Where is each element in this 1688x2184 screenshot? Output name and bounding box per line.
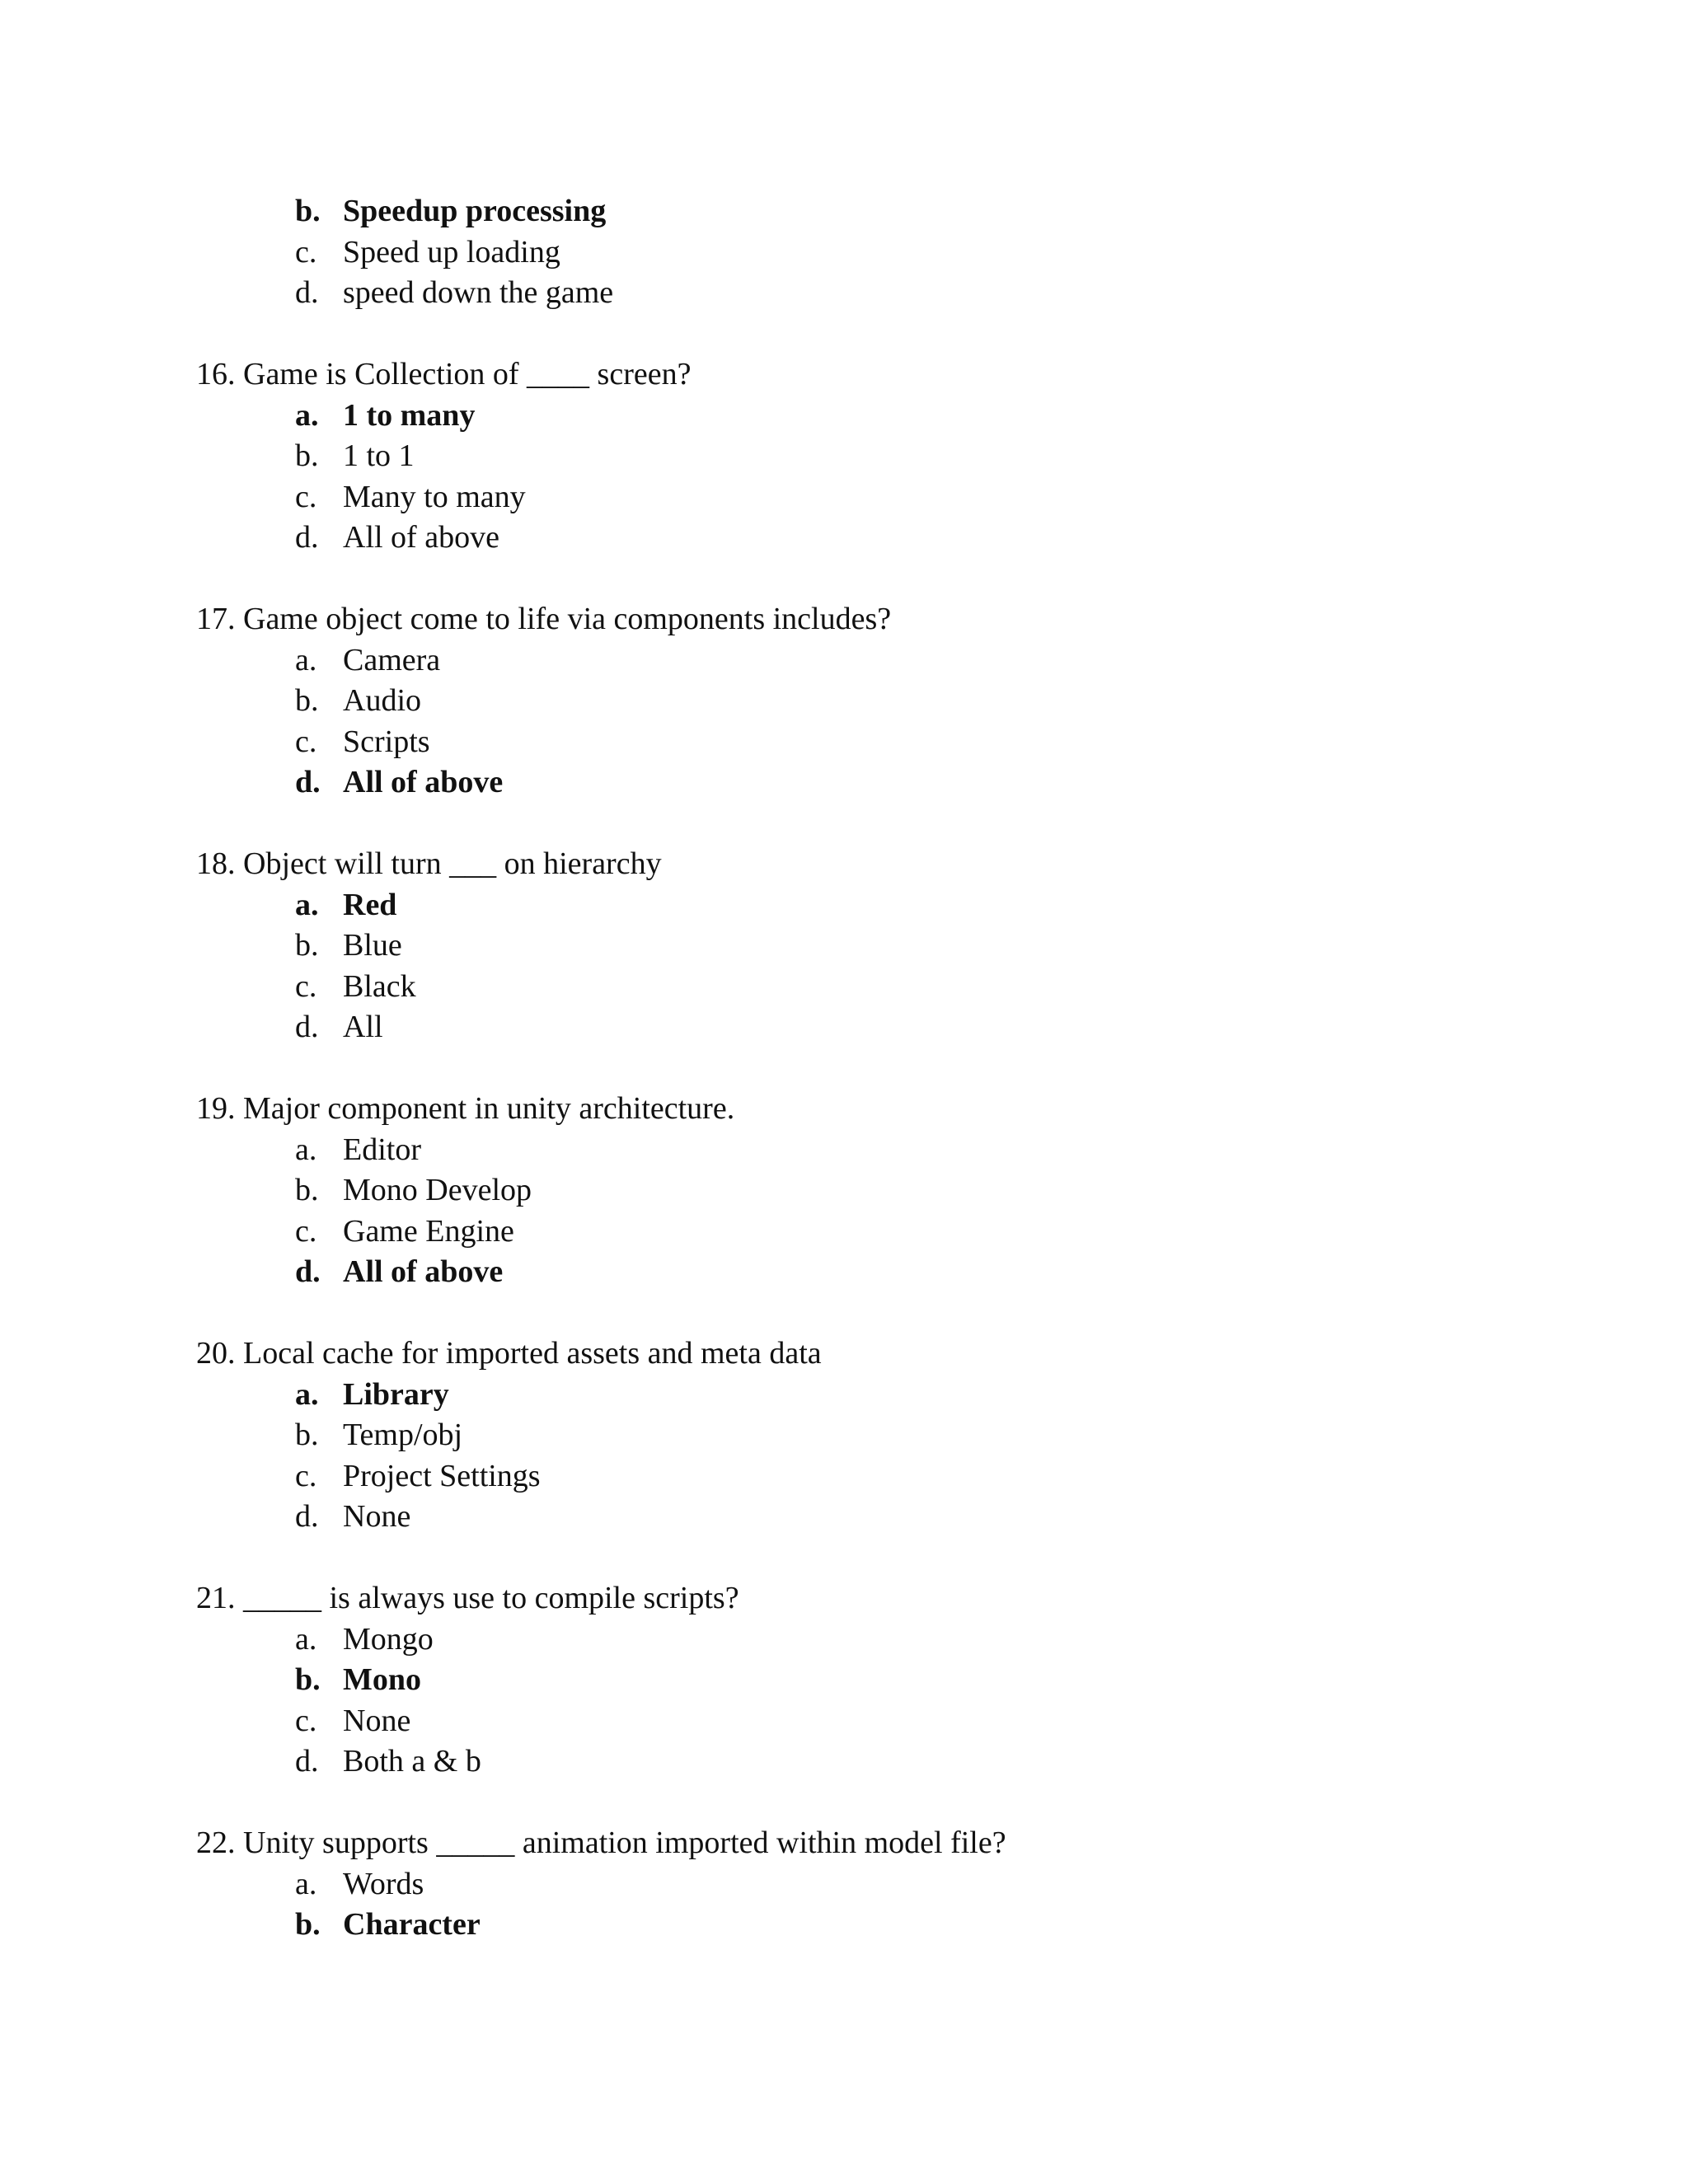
question-22 [196,1823,1006,1946]
option-letter: b. [295,1662,321,1697]
option-letter: a. [295,1132,317,1167]
option-b [295,1660,739,1701]
option-d [295,762,891,804]
question-text [196,599,891,640]
option-d [295,1007,662,1048]
option-letter: b. [295,438,319,473]
option-b [295,681,891,722]
option-letter: c. [295,1458,317,1493]
option-letter: c. [295,724,317,759]
option-text: Blue [343,928,402,963]
option-letter: b. [295,1418,319,1452]
option-list [295,1130,734,1293]
question-20 [196,1333,822,1538]
option-text: Mono [343,1662,421,1697]
option-letter: a. [295,1376,319,1412]
option-letter: d. [295,1744,319,1779]
option-text: Project Settings [343,1458,541,1493]
option-text: Library [343,1376,449,1412]
option-letter: b. [295,1173,319,1207]
option-list [295,191,613,314]
question-text [196,844,662,885]
option-letter: c. [295,968,317,1004]
option-letter: c. [295,1213,317,1249]
question-prompt: Major component in unity architecture. [243,1091,735,1126]
question-prompt: _____ is always use to compile scripts? [243,1581,739,1615]
question-number: 21. [196,1581,236,1615]
option-letter: d. [295,1499,319,1534]
option-text: Words [343,1866,424,1901]
option-text: Camera [343,642,441,677]
option-text: Speedup processing [343,194,607,228]
option-letter: a. [295,1866,317,1901]
question-prompt: Game object come to life via components includes? [243,602,892,636]
option-letter: c. [295,1703,317,1738]
question-prompt: Unity supports _____ animation imported within model file? [243,1825,1006,1860]
option-d [295,518,691,559]
question-number: 18. [196,846,236,881]
option-text: Scripts [343,724,430,759]
question-number: 20. [196,1336,236,1371]
option-letter: b. [295,683,319,718]
option-text: Temp/obj [343,1418,463,1452]
option-text: Mono Develop [343,1173,532,1207]
question-21 [196,1578,739,1783]
option-c [295,967,662,1008]
question-number: 16. [196,357,236,391]
option-b [295,1415,822,1456]
option-letter: c. [295,479,317,514]
question-number: 17. [196,602,236,636]
option-d [295,1497,822,1538]
option-letter: a. [295,887,319,922]
question-text [196,1089,734,1130]
option-d [295,273,613,314]
question-text [196,1578,739,1619]
option-text: Mongo [343,1621,434,1657]
question-text [196,354,691,396]
option-letter: a. [295,642,317,677]
option-letter: d. [295,765,321,799]
option-letter: c. [295,234,317,269]
option-a [295,885,662,926]
option-letter: a. [295,397,319,433]
question-18 [196,844,662,1048]
option-a [295,1375,822,1416]
option-c [295,232,613,274]
option-c [295,477,691,518]
option-text: None [343,1499,411,1534]
question-number: 22. [196,1825,236,1860]
option-text: Game Engine [343,1213,514,1249]
option-a [295,396,691,437]
option-letter: d. [295,1254,321,1289]
option-letter: a. [295,1621,317,1657]
option-d [295,1252,734,1293]
option-d [295,1741,739,1783]
question-prompt: Game is Collection of ____ screen? [243,357,692,391]
option-text: Black [343,968,416,1004]
option-b [295,191,613,232]
option-letter: b. [295,194,321,228]
option-text: Many to many [343,479,526,514]
option-c [295,1701,739,1742]
option-text: Both a & b [343,1744,481,1779]
option-text: All of above [343,520,499,555]
option-text: 1 to 1 [343,438,415,473]
option-c [295,1212,734,1253]
option-text: Red [343,887,397,922]
option-letter: d. [295,520,319,555]
question-15-continuation [196,191,613,314]
question-19 [196,1089,734,1293]
option-letter: d. [295,275,319,310]
option-list [295,1619,739,1783]
option-a [295,640,891,682]
option-text: speed down the game [343,275,614,310]
question-17 [196,599,891,804]
option-a [295,1130,734,1171]
option-list [295,1864,1006,1946]
option-text: All of above [343,1254,504,1289]
option-text: All [343,1010,383,1044]
option-list [295,396,691,559]
option-text: Audio [343,683,421,718]
option-c [295,722,891,763]
option-text: All of above [343,765,504,799]
option-list [295,1375,822,1538]
option-list [295,885,662,1048]
option-text: 1 to many [343,397,476,433]
question-16 [196,354,691,559]
option-b [295,1905,1006,1946]
option-b [295,436,691,477]
question-text [196,1823,1006,1864]
option-list [295,640,891,804]
option-letter: d. [295,1010,319,1044]
option-letter: b. [295,1907,321,1942]
option-text: Speed up loading [343,234,560,269]
option-text: None [343,1703,411,1738]
question-number: 19. [196,1091,236,1126]
option-text: Editor [343,1132,421,1167]
option-b [295,1170,734,1212]
question-prompt: Local cache for imported assets and meta data [243,1336,822,1371]
option-a [295,1619,739,1661]
option-text: Character [343,1907,481,1942]
option-c [295,1456,822,1497]
question-text [196,1333,822,1375]
option-b [295,926,662,967]
question-prompt: Object will turn ___ on hierarchy [243,846,662,881]
option-letter: b. [295,928,319,963]
option-a [295,1864,1006,1905]
